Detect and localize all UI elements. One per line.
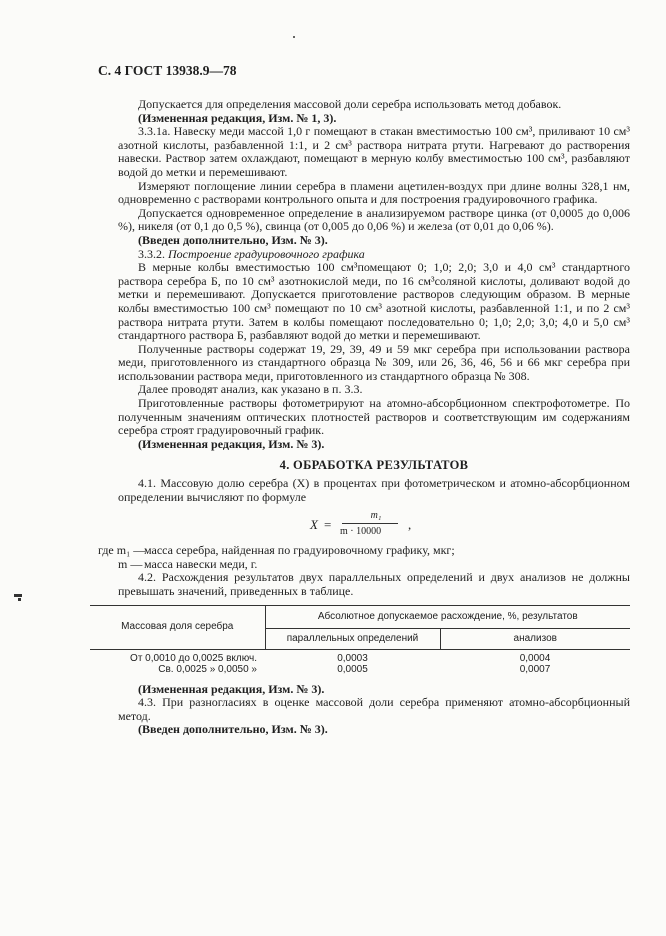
table-cell-parallel [265,649,440,675]
range-value: Св. 0,0025 » 0,0050 » [158,663,257,675]
variable-definition [98,543,630,558]
paragraph: Допускается для определения массовой доли серебра использовать метод добавок. [138,97,562,111]
table-subheader-parallel: параллельных определений [265,628,440,649]
fraction-bar [342,523,398,524]
paragraph: 4.3. При разногласиях в оценке массовой доли серебра применяют атомно-абсорбционный метод. [118,695,630,723]
margin-mark [14,594,22,597]
formula [118,508,630,542]
section-title: 4. ОБРАБОТКА РЕЗУЛЬТАТОВ [279,458,469,473]
amendment-note: (Измененная редакция, Изм. № 3). [138,681,325,696]
variable-definition [118,558,630,572]
table-cell-range [90,649,265,675]
variable-label: где m₁ — [98,543,146,558]
variable-text: масса навески меди, г. [144,556,258,571]
formula-lhs: X [310,517,318,533]
paragraph: Приготовленные растворы фотометрируют на атомно-абсорбционном спектрофотометре. По полученным значениям оптических плотностей растворов и соответствующим им содержаниям серебра строят градуировочный график. [118,396,630,438]
variable-label: m — [118,556,143,571]
tolerance-table [90,605,630,675]
formula-denominator: m · 10000 [340,526,382,538]
scan-speck [293,36,295,38]
document-body [98,97,630,737]
table-cell-analyses [440,649,630,675]
amendment-note: (Введен дополнительно, Изм. № 3). [138,722,328,737]
paragraph: Допускается одновременное определение в анализируемом растворе цинка (от 0,0005 до 0,006 %), никеля (от 0,1 до 0,5 %), свинца (от 0,005 до 0,06 %) и железа (от 0,01 до 0,06 %). [118,205,630,234]
paragraph: 4.2. Расхождения результатов двух параллельных определений и двух анализов не должны превышать значений, приведенных в таблице. [118,570,630,598]
amendment-note: (Измененная редакция, Изм. № 3). [138,436,325,451]
paragraph: 3.3.1а. Навеску меди массой 1,0 г помещают в стакан вместимостью 100 см³, приливают 10 см³ азотной кислоты, разбавленной 1:1, и 2 см³ раствора нитрата ртути. Нагревают до растворения навески. Раствор затем охлаждают, помещают в мерную колбу вместимостью 100 см³, разбавляют водой до метки и перемешивают. [118,124,630,179]
formula-comma: , [408,517,412,533]
amendment-note: (Введен дополнительно, Изм. № 3). [138,232,328,247]
analyses-value: 0,0004 [519,652,551,664]
paragraph: В мерные колбы вместимостью 100 см³помещают 0; 1,0; 2,0; 3,0 и 4,0 см³ стандартного раствора серебра Б, по 10 см³ азотнокислой меди, по 16 см³соляной кислоты, доливают водой до метки и перемешивают. Допускается приготовление растворов следующим образом. В мерные колбы вместимостью 100 см³ помещают по 10 см³ азотной кислоты, разбавленной 1:1, и по 2 см³ раствора нитрата ртути. Затем в колбы помещают последовательно 0; 1,0; 2,0; 3,0; 4,0 и 5,0 см³ стандартного раствора Б, разбавляют водой до метки и перемешивают. [118,260,630,343]
subsection-heading [118,248,630,262]
formula-numerator: m₁ [370,510,382,522]
subsection-number: 3.3.2. [138,246,168,261]
paragraph: Далее проводят анализ, как указано в п. 3.3. [138,382,363,397]
paragraph: 4.1. Массовую долю серебра (X) в процентах при фотометрическом и атомно-абсорбционном определении вычисляют по формуле [118,476,630,504]
amendment-note: (Измененная редакция, Изм. № 1, 3). [138,110,337,125]
table-header-mass-fraction: Массовая доля серебра [90,605,265,649]
table-header-group: Абсолютное допускаемое расхождение, %, результатов [265,605,630,628]
table-subheader-analyses: анализов [440,628,630,649]
range-value: От 0,0010 до 0,0025 включ. [130,652,257,664]
analyses-value: 0,0007 [519,663,551,675]
subsection-title: Построение градуировочного графика [168,246,365,261]
paragraph: Полученные растворы содержат 19, 29, 39, 49 и 59 мкг серебра при использовании раствора меди, приготовленного из стандартного образца № 309, или 26, 36, 46, 56 и 66 мкг серебра при использовании раствора меди, приготовленного из стандартного образца № 308. [118,341,630,383]
paragraph: Измеряют поглощение линии серебра в пламени ацетилен-воздух при длине волны 328,1 нм, одновременно с растворами контрольного опыта и для построения градуировочного графика. [118,178,630,207]
formula-equals: = [324,517,332,533]
margin-mark-2 [18,598,21,601]
variable-text: масса серебра, найденная по градуировочному графику, мкг; [144,543,455,558]
table-row [90,649,630,675]
parallel-value: 0,0005 [337,663,368,675]
page-header: С. 4 ГОСТ 13938.9—78 [98,63,237,78]
parallel-value: 0,0003 [337,652,368,664]
